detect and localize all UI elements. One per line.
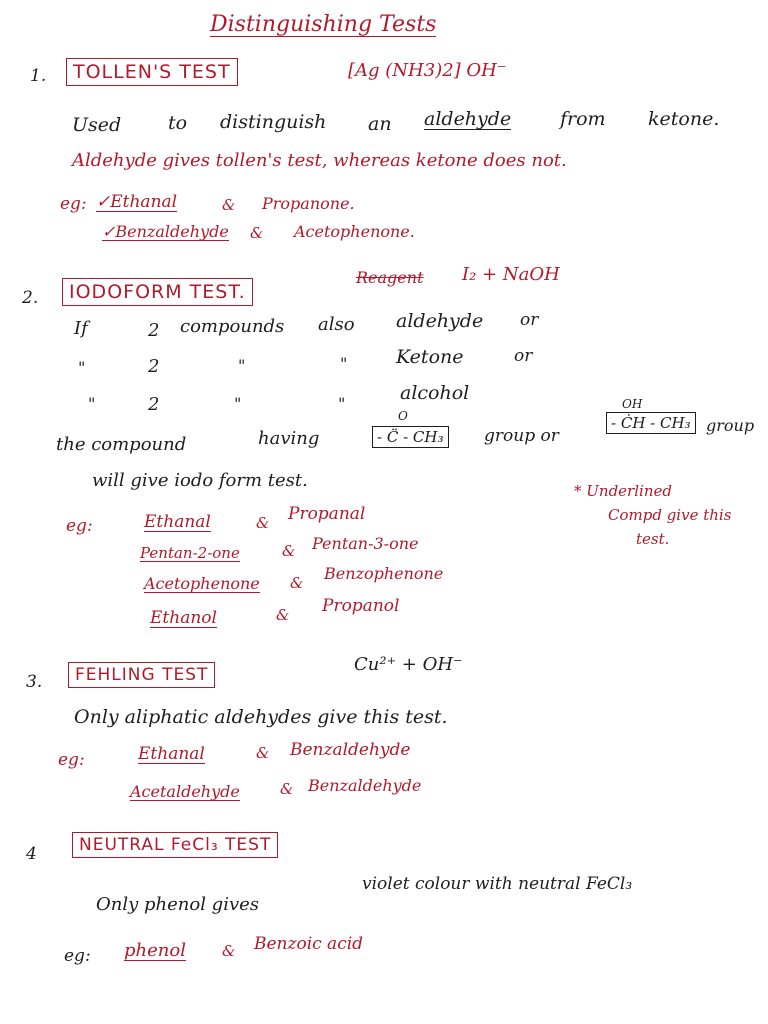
iodoform-reagent-crossed: Reagent	[356, 268, 424, 287]
acetyl-group-box: - C̈ - CH₃	[372, 426, 449, 448]
tollens-eg: eg:	[60, 194, 87, 214]
tollens-line1-word: ketone.	[648, 108, 720, 130]
iodoform-reagent: I₂ + NaOH	[462, 264, 560, 285]
fehling-reagent: Cu²⁺ + OH⁻	[354, 654, 463, 675]
iodoform-two: 2	[148, 394, 160, 415]
tollens-keyword-aldehyde: aldehyde	[424, 108, 512, 130]
tollens-example: Propanone.	[262, 194, 355, 213]
iodoform-example: Benzophenone	[324, 564, 444, 583]
fecl3-line1: violet colour with neutral FeCl₃	[362, 874, 633, 894]
tollens-reagent: [Ag (NH3)2] OH⁻	[348, 60, 507, 81]
fehling-example: Benzaldehyde	[290, 740, 411, 760]
tollens-line1-word: an	[368, 113, 392, 135]
iodoform-also: also	[318, 314, 355, 335]
tollens-example: ✓Benzaldehyde	[102, 222, 229, 241]
fecl3-example: Benzoic acid	[254, 934, 364, 954]
iodoform-will-give: will give iodo form test.	[92, 470, 308, 491]
ditto-mark: "	[234, 394, 242, 413]
section-2-heading: IODOFORM TEST.	[62, 278, 253, 306]
fehling-amp: &	[256, 744, 270, 762]
iodoform-compounds: compounds	[180, 316, 285, 337]
iodoform-example: Acetophenone	[144, 574, 260, 593]
tollens-example: ✓Ethanal	[96, 192, 178, 212]
section-3-heading: FEHLING TEST	[68, 662, 215, 688]
iodoform-two: 2	[148, 356, 160, 377]
tollens-line1-word: Used	[72, 114, 122, 136]
tollens-example: Acetophenone.	[294, 222, 415, 241]
tollens-amp: &	[222, 196, 236, 214]
iodoform-ketone: Ketone	[396, 346, 464, 368]
fehling-example: Acetaldehyde	[130, 782, 240, 801]
ditto-mark: "	[338, 394, 346, 413]
iodoform-the-compound: the compound	[56, 434, 187, 455]
iodoform-aldehyde: aldehyde	[396, 310, 484, 332]
fecl3-example: phenol	[124, 940, 186, 961]
tollens-amp: &	[250, 224, 264, 242]
section-1-number: 1.	[30, 66, 47, 86]
hydroxyethyl-group-box: - ĊH - CH₃	[606, 412, 696, 434]
section-4-heading: NEUTRAL FeCl₃ TEST	[72, 832, 278, 858]
iodoform-or: or	[514, 346, 533, 366]
fehling-eg: eg:	[58, 750, 85, 770]
iodoform-example: Pentan-3-one	[312, 534, 419, 553]
iodoform-group-or: group or	[484, 426, 559, 446]
fehling-example: Ethanal	[138, 744, 205, 764]
iodoform-group-word: group	[706, 416, 755, 435]
ditto-mark: "	[340, 354, 348, 373]
fecl3-eg: eg:	[64, 946, 91, 966]
iodoform-example: Ethanal	[144, 512, 211, 532]
fecl3-line1: Only phenol gives	[96, 894, 260, 915]
iodoform-amp: &	[256, 514, 270, 532]
iodoform-having: having	[258, 428, 320, 449]
iodoform-note-line: Compd give this	[608, 506, 732, 524]
page-title: Distinguishing Tests	[210, 12, 437, 37]
iodoform-amp: &	[282, 542, 296, 560]
section-2-number: 2.	[22, 288, 39, 308]
iodoform-if: If	[74, 318, 88, 339]
iodoform-eg: eg:	[66, 516, 93, 536]
fecl3-amp: &	[222, 942, 236, 960]
tollens-line1-word: from	[560, 108, 606, 130]
tollens-line1-word: distinguish	[220, 111, 327, 133]
ditto-mark: "	[88, 394, 96, 413]
iodoform-note-line: * Underlined	[574, 482, 672, 500]
iodoform-alcohol: alcohol	[400, 382, 470, 404]
fehling-line1: Only aliphatic aldehydes give this test.	[74, 706, 448, 728]
iodoform-example: Ethanol	[150, 608, 217, 628]
group-oh-label: OH	[622, 397, 643, 411]
iodoform-or: or	[520, 310, 539, 330]
tollens-line2: Aldehyde gives tollen's test, whereas ketone does not.	[72, 150, 567, 171]
group-oxygen-label: O	[398, 409, 408, 423]
iodoform-amp: &	[276, 606, 290, 624]
ditto-mark: "	[238, 356, 246, 375]
iodoform-note-line: test.	[636, 530, 670, 548]
iodoform-example: Propanal	[288, 504, 366, 524]
fehling-amp: &	[280, 780, 294, 798]
iodoform-example: Pentan-2-one	[140, 544, 240, 562]
iodoform-two: 2	[148, 320, 160, 341]
section-3-number: 3.	[26, 672, 43, 692]
section-4-number: 4	[26, 844, 37, 864]
section-1-heading: TOLLEN'S TEST	[66, 58, 238, 86]
fehling-example: Benzaldehyde	[308, 776, 422, 795]
ditto-mark: "	[78, 358, 86, 377]
iodoform-example: Propanol	[322, 596, 400, 616]
tollens-line1-word: to	[168, 112, 188, 134]
iodoform-amp: &	[290, 574, 304, 592]
